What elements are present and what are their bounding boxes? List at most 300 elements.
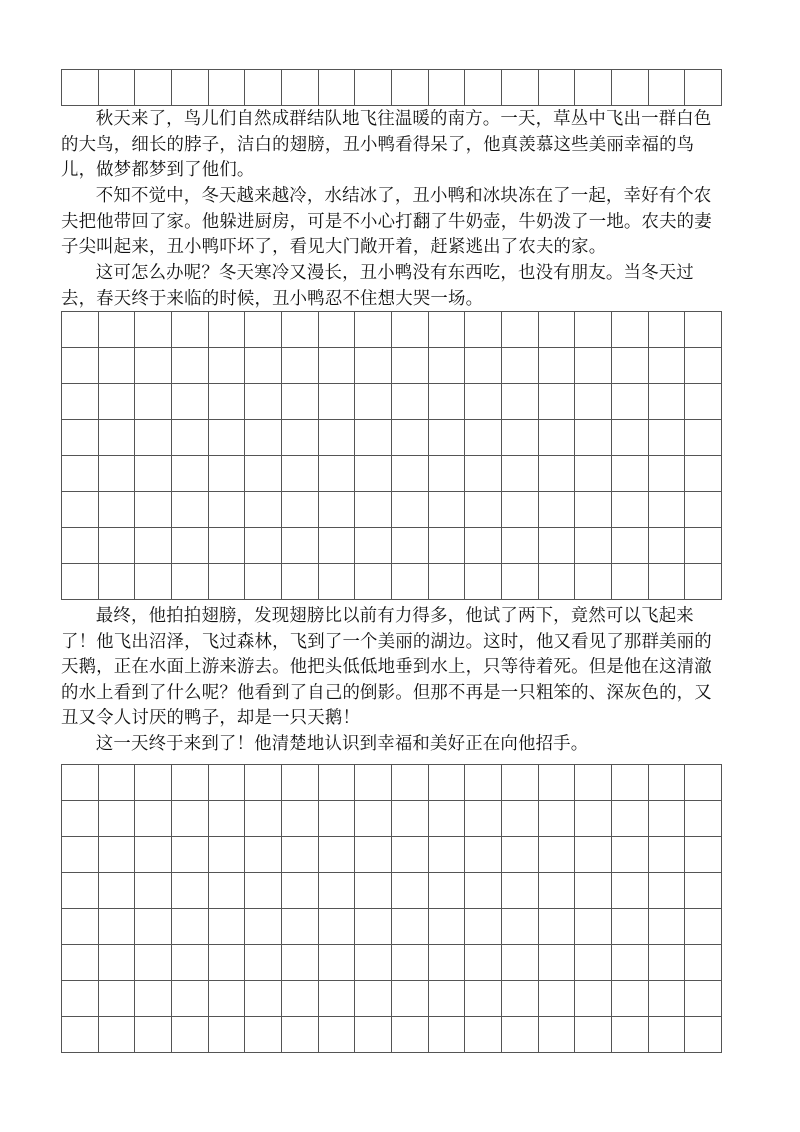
grid-cell: [575, 456, 612, 492]
grid-cell: [319, 564, 356, 600]
grid-cell: [502, 384, 539, 420]
grid-cell: [172, 564, 209, 600]
grid-cell: [539, 384, 576, 420]
grid-cell: [282, 564, 319, 600]
grid-cell: [209, 1017, 246, 1053]
grid-cell: [319, 801, 356, 837]
grid-cell: [62, 765, 99, 801]
grid-cell: [539, 945, 576, 981]
grid-cell: [209, 348, 246, 384]
grid-cell: [685, 873, 722, 909]
grid-cell: [355, 981, 392, 1017]
grid-cell: [62, 1017, 99, 1053]
grid-cell: [429, 765, 466, 801]
grid-cell: [685, 981, 722, 1017]
grid-cell: [539, 1017, 576, 1053]
grid-cell: [319, 70, 356, 106]
grid-cell: [612, 981, 649, 1017]
grid-cell: [539, 456, 576, 492]
grid-cell: [685, 909, 722, 945]
grid-cell: [245, 312, 282, 348]
grid-cell: [135, 492, 172, 528]
grid-cell: [392, 348, 429, 384]
grid-cell: [465, 801, 502, 837]
grid-cell: [135, 564, 172, 600]
grid-cell: [62, 492, 99, 528]
grid-cell: [539, 312, 576, 348]
grid-cell: [649, 873, 686, 909]
grid-cell: [172, 801, 209, 837]
grid-cell: [172, 420, 209, 456]
grid-cell: [135, 909, 172, 945]
grid-cell: [319, 981, 356, 1017]
grid-cell: [502, 981, 539, 1017]
grid-cell: [172, 348, 209, 384]
grid-cell: [319, 1017, 356, 1053]
grid-cell: [575, 981, 612, 1017]
grid-cell: [465, 70, 502, 106]
grid-cell: [62, 564, 99, 600]
grid-cell: [62, 981, 99, 1017]
grid-cell: [465, 1017, 502, 1053]
grid-cell: [319, 528, 356, 564]
grid-cell: [209, 564, 246, 600]
grid-cell: [209, 384, 246, 420]
grid-cell: [62, 801, 99, 837]
grid-cell: [172, 945, 209, 981]
grid-cell: [575, 384, 612, 420]
grid-cell: [612, 420, 649, 456]
grid-cell: [99, 909, 136, 945]
grid-cell: [575, 837, 612, 873]
grid-cell: [319, 765, 356, 801]
grid-cell: [135, 945, 172, 981]
grid-cell: [575, 873, 612, 909]
grid-cell: [685, 456, 722, 492]
grid-cell: [685, 837, 722, 873]
grid-cell: [649, 384, 686, 420]
grid-cell: [429, 70, 466, 106]
grid-cell: [319, 456, 356, 492]
paragraph-ending: 这一天终于来到了！他清楚地认识到幸福和美好正在向他招手。: [95, 734, 589, 754]
grid-cell: [575, 801, 612, 837]
grid-cell: [209, 70, 246, 106]
grid-cell: [685, 70, 722, 106]
grid-cell: [99, 765, 136, 801]
grid-cell: [62, 456, 99, 492]
grid-cell: [502, 528, 539, 564]
grid-cell: [465, 765, 502, 801]
grid-cell: [99, 981, 136, 1017]
grid-cell: [172, 981, 209, 1017]
grid-cell: [282, 384, 319, 420]
grid-cell: [612, 492, 649, 528]
grid-cell: [392, 420, 429, 456]
paragraph-spring: 这可怎么办呢？冬天寒冷又漫长，丑小鸭没有东西吃，也没有朋友。当冬天过去，春天终于来临的时候，丑小鸭忍不住想大哭一场。: [61, 263, 694, 309]
grid-cell: [539, 837, 576, 873]
grid-cell: [209, 492, 246, 528]
grid-cell: [319, 348, 356, 384]
grid-cell: [612, 348, 649, 384]
grid-cell: [685, 765, 722, 801]
grid-cell: [282, 909, 319, 945]
grid-cell: [612, 564, 649, 600]
grid-cell: [245, 981, 282, 1017]
grid-cell: [685, 945, 722, 981]
grid-cell: [355, 420, 392, 456]
grid-cell: [392, 384, 429, 420]
grid-cell: [392, 70, 429, 106]
grid-cell: [575, 909, 612, 945]
grid-cell: [539, 765, 576, 801]
grid-cell: [465, 909, 502, 945]
grid-cell: [282, 420, 319, 456]
grid-cell: [539, 348, 576, 384]
paragraph-winter: 不知不觉中，冬天越来越冷，水结冰了，丑小鸭和冰块冻在了一起，幸好有个农夫把他带回了家。他躲进厨房，可是不小心打翻了牛奶壶，牛奶泼了一地。农夫的妻子尖叫起来，丑小鸭吓坏了，看见大门敞开着，赶紧逃出了农夫的家。: [61, 186, 712, 257]
grid-cell: [502, 945, 539, 981]
grid-cell: [62, 70, 99, 106]
grid-cell: [502, 801, 539, 837]
grid-cell: [502, 312, 539, 348]
grid-cell: [502, 348, 539, 384]
grid-cell: [282, 801, 319, 837]
grid-cell: [355, 564, 392, 600]
grid-cell: [685, 492, 722, 528]
grid-cell: [649, 312, 686, 348]
grid-cell: [429, 1017, 466, 1053]
grid-cell: [245, 945, 282, 981]
grid-cell: [172, 492, 209, 528]
grid-cell: [209, 801, 246, 837]
grid-cell: [62, 528, 99, 564]
grid-cell: [135, 1017, 172, 1053]
grid-cell: [465, 456, 502, 492]
grid-cell: [245, 492, 282, 528]
grid-cell: [172, 312, 209, 348]
grid-cell: [319, 873, 356, 909]
grid-cell: [62, 384, 99, 420]
grid-cell: [319, 312, 356, 348]
grid-cell: [649, 945, 686, 981]
grid-cell: [429, 348, 466, 384]
grid-cell: [282, 70, 319, 106]
grid-cell: [429, 456, 466, 492]
grid-cell: [612, 1017, 649, 1053]
grid-cell: [539, 420, 576, 456]
grid-cell: [355, 945, 392, 981]
grid-cell: [245, 384, 282, 420]
grid-cell: [282, 765, 319, 801]
grid-cell: [172, 384, 209, 420]
grid-cell: [502, 873, 539, 909]
grid-cell: [209, 981, 246, 1017]
grid-cell: [99, 492, 136, 528]
grid-cell: [135, 384, 172, 420]
grid-cell: [429, 909, 466, 945]
grid-cell: [135, 765, 172, 801]
grid-cell: [99, 420, 136, 456]
grid-cell: [99, 837, 136, 873]
grid-cell: [355, 765, 392, 801]
grid-cell: [429, 981, 466, 1017]
grid-cell: [502, 837, 539, 873]
grid-cell: [429, 384, 466, 420]
grid-cell: [392, 456, 429, 492]
grid-cell: [429, 837, 466, 873]
grid-cell: [575, 765, 612, 801]
grid-cell: [355, 348, 392, 384]
writing-grid-middle: [61, 311, 722, 600]
grid-cell: [209, 312, 246, 348]
grid-cell: [685, 1017, 722, 1053]
grid-cell: [649, 801, 686, 837]
grid-cell: [355, 801, 392, 837]
grid-cell: [209, 765, 246, 801]
grid-cell: [355, 1017, 392, 1053]
grid-cell: [392, 564, 429, 600]
grid-cell: [502, 456, 539, 492]
grid-cell: [282, 837, 319, 873]
grid-cell: [245, 765, 282, 801]
grid-cell: [392, 492, 429, 528]
grid-cell: [245, 837, 282, 873]
grid-cell: [135, 312, 172, 348]
grid-cell: [99, 70, 136, 106]
grid-cell: [282, 348, 319, 384]
grid-cell: [649, 909, 686, 945]
grid-cell: [685, 312, 722, 348]
grid-cell: [465, 420, 502, 456]
grid-cell: [209, 909, 246, 945]
grid-cell: [319, 492, 356, 528]
grid-cell: [649, 981, 686, 1017]
grid-cell: [429, 564, 466, 600]
grid-cell: [282, 528, 319, 564]
grid-cell: [575, 564, 612, 600]
grid-cell: [685, 384, 722, 420]
grid-cell: [685, 528, 722, 564]
grid-cell: [62, 312, 99, 348]
grid-cell: [135, 837, 172, 873]
grid-cell: [612, 801, 649, 837]
grid-cell: [429, 801, 466, 837]
grid-cell: [575, 945, 612, 981]
grid-cell: [649, 564, 686, 600]
grid-cell: [685, 564, 722, 600]
grid-cell: [135, 456, 172, 492]
grid-cell: [62, 873, 99, 909]
grid-cell: [282, 312, 319, 348]
grid-cell: [539, 492, 576, 528]
grid-cell: [429, 873, 466, 909]
grid-cell: [245, 873, 282, 909]
grid-cell: [612, 456, 649, 492]
grid-cell: [245, 70, 282, 106]
grid-cell: [135, 70, 172, 106]
grid-cell: [392, 1017, 429, 1053]
grid-cell: [465, 981, 502, 1017]
grid-cell: [649, 492, 686, 528]
grid-cell: [319, 420, 356, 456]
grid-cell: [319, 837, 356, 873]
grid-cell: [649, 70, 686, 106]
grid-cell: [282, 945, 319, 981]
grid-cell: [245, 420, 282, 456]
grid-cell: [465, 348, 502, 384]
grid-cell: [539, 981, 576, 1017]
paragraph-autumn: 秋天来了，鸟儿们自然成群结队地飞往温暖的南方。一天，草丛中飞出一群白色的大鸟，细长的脖子，洁白的翅膀，丑小鸭看得呆了，他真羡慕这些美丽幸福的鸟儿，做梦都梦到了他们。: [61, 109, 712, 180]
grid-cell: [355, 873, 392, 909]
grid-cell: [429, 528, 466, 564]
grid-cell: [649, 348, 686, 384]
grid-cell: [99, 312, 136, 348]
grid-cell: [319, 945, 356, 981]
grid-cell: [392, 981, 429, 1017]
grid-cell: [649, 420, 686, 456]
grid-cell: [539, 564, 576, 600]
grid-cell: [649, 765, 686, 801]
grid-cell: [282, 492, 319, 528]
grid-cell: [649, 456, 686, 492]
grid-cell: [319, 384, 356, 420]
grid-cell: [209, 873, 246, 909]
grid-cell: [612, 909, 649, 945]
grid-cell: [172, 873, 209, 909]
grid-cell: [502, 909, 539, 945]
grid-cell: [465, 492, 502, 528]
grid-cell: [172, 70, 209, 106]
grid-cell: [172, 909, 209, 945]
grid-cell: [99, 945, 136, 981]
grid-cell: [612, 312, 649, 348]
grid-cell: [612, 70, 649, 106]
grid-cell: [62, 909, 99, 945]
grid-cell: [612, 837, 649, 873]
grid-cell: [392, 765, 429, 801]
grid-cell: [575, 420, 612, 456]
grid-cell: [62, 348, 99, 384]
grid-cell: [99, 873, 136, 909]
grid-cell: [355, 384, 392, 420]
grid-cell: [355, 456, 392, 492]
grid-cell: [465, 312, 502, 348]
grid-cell: [612, 528, 649, 564]
grid-cell: [392, 945, 429, 981]
grid-cell: [575, 528, 612, 564]
grid-cell: [355, 312, 392, 348]
grid-cell: [575, 312, 612, 348]
grid-cell: [649, 1017, 686, 1053]
grid-cell: [685, 420, 722, 456]
grid-cell: [392, 312, 429, 348]
grid-cell: [502, 420, 539, 456]
grid-cell: [465, 384, 502, 420]
grid-cell: [649, 837, 686, 873]
grid-cell: [575, 348, 612, 384]
grid-cell: [685, 348, 722, 384]
grid-cell: [392, 801, 429, 837]
grid-cell: [282, 1017, 319, 1053]
paragraph-flight: 最终，他拍拍翅膀，发现翅膀比以前有力得多，他试了两下，竟然可以飞起来了！他飞出沼泽，飞过森林，飞到了一个美丽的湖边。这时，他又看见了那群美丽的天鹅，正在水面上游来游去。他把头低低地垂到水上，只等待着死。但是他在这清澈的水上看到了什么呢？他看到了自己的倒影。但那不再是一只粗笨的、深灰色的，又丑又令人讨厌的鸭子，却是一只天鹅！: [61, 606, 712, 728]
grid-cell: [465, 564, 502, 600]
grid-cell: [612, 945, 649, 981]
grid-cell: [62, 945, 99, 981]
grid-cell: [99, 801, 136, 837]
grid-cell: [429, 492, 466, 528]
grid-cell: [282, 981, 319, 1017]
grid-cell: [429, 420, 466, 456]
writing-grid-bottom: [61, 764, 722, 1053]
grid-cell: [245, 801, 282, 837]
grid-cell: [575, 1017, 612, 1053]
grid-cell: [99, 348, 136, 384]
grid-cell: [135, 981, 172, 1017]
grid-cell: [319, 909, 356, 945]
grid-cell: [649, 528, 686, 564]
grid-cell: [99, 564, 136, 600]
grid-cell: [172, 528, 209, 564]
grid-cell: [282, 873, 319, 909]
grid-cell: [135, 348, 172, 384]
grid-cell: [355, 837, 392, 873]
grid-cell: [392, 528, 429, 564]
grid-cell: [392, 909, 429, 945]
grid-cell: [99, 1017, 136, 1053]
grid-cell: [392, 873, 429, 909]
grid-cell: [355, 492, 392, 528]
grid-cell: [99, 384, 136, 420]
grid-cell: [172, 1017, 209, 1053]
grid-cell: [245, 909, 282, 945]
grid-cell: [502, 765, 539, 801]
grid-cell: [392, 837, 429, 873]
grid-cell: [172, 837, 209, 873]
grid-cell: [282, 456, 319, 492]
grid-cell: [502, 492, 539, 528]
grid-cell: [99, 528, 136, 564]
grid-cell: [62, 420, 99, 456]
grid-cell: [539, 70, 576, 106]
grid-cell: [245, 564, 282, 600]
grid-cell: [612, 765, 649, 801]
grid-cell: [245, 456, 282, 492]
grid-cell: [209, 837, 246, 873]
grid-cell: [502, 564, 539, 600]
grid-cell: [355, 70, 392, 106]
grid-cell: [245, 348, 282, 384]
grid-cell: [209, 528, 246, 564]
writing-grid-top: [61, 69, 722, 106]
grid-cell: [135, 528, 172, 564]
grid-cell: [465, 945, 502, 981]
grid-cell: [685, 801, 722, 837]
grid-cell: [245, 1017, 282, 1053]
grid-cell: [575, 492, 612, 528]
grid-cell: [135, 873, 172, 909]
grid-cell: [539, 528, 576, 564]
grid-cell: [172, 456, 209, 492]
grid-cell: [209, 420, 246, 456]
grid-cell: [355, 909, 392, 945]
grid-cell: [575, 70, 612, 106]
grid-cell: [245, 528, 282, 564]
grid-cell: [209, 945, 246, 981]
grid-cell: [99, 456, 136, 492]
grid-cell: [355, 528, 392, 564]
grid-cell: [502, 70, 539, 106]
grid-cell: [209, 456, 246, 492]
grid-cell: [429, 945, 466, 981]
